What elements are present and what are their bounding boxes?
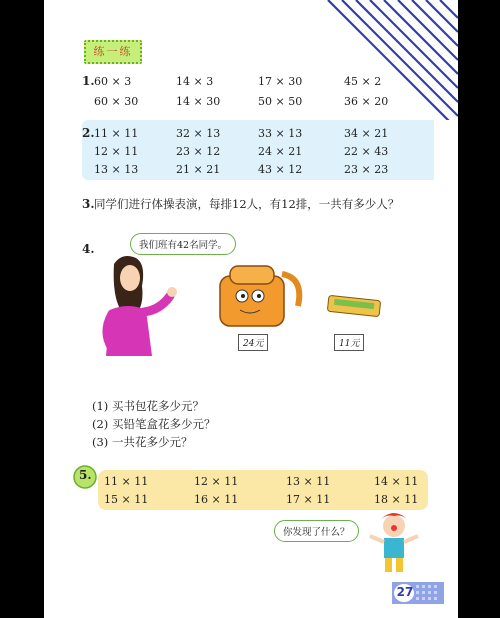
boy-illustration	[364, 508, 424, 578]
q4-number: 4.	[82, 242, 95, 256]
q2-cell: 43 × 12	[258, 163, 303, 176]
q5-speech-bubble: 你发现了什么？	[274, 520, 359, 542]
q1-cell: 60 × 3	[94, 75, 132, 88]
q3-number: 3.	[82, 197, 95, 211]
q1-cell: 14 × 3	[176, 75, 214, 88]
q2-cell: 13 × 13	[94, 163, 139, 176]
q5-cell: 13 × 11	[286, 475, 331, 488]
pencil-case-illustration	[326, 292, 382, 318]
bag-price-tag: 24元	[238, 334, 268, 351]
teacher-illustration	[92, 252, 182, 362]
q4-sub-2: (2) 买铅笔盒花多少元？	[92, 417, 216, 431]
q5-cell: 11 × 11	[104, 475, 149, 488]
q5-cell: 16 × 11	[194, 493, 239, 506]
q1-cell: 45 × 2	[344, 75, 382, 88]
q3-text: 同学们进行体操表演，每排12人，有12排，一共有多少人？	[94, 197, 400, 211]
q5-cell: 15 × 11	[104, 493, 149, 506]
q2-number: 2.	[82, 126, 95, 140]
schoolbag-illustration	[212, 262, 308, 332]
q1-number: 1.	[82, 74, 95, 88]
q4-speech-bubble: 我们班有42名同学。	[130, 233, 236, 255]
q2-cell: 24 × 21	[258, 145, 303, 158]
q2-cell: 11 × 11	[94, 127, 139, 140]
pencilcase-price-tag: 11元	[334, 334, 364, 351]
q2-cell: 22 × 43	[344, 145, 389, 158]
q2-cell: 34 × 21	[344, 127, 389, 140]
q1-cell: 36 × 20	[344, 95, 389, 108]
q4-sub-1: (1) 买书包花多少元？	[92, 399, 204, 413]
q5-cell: 18 × 11	[374, 493, 419, 506]
q5-cell: 12 × 11	[194, 475, 239, 488]
q2-cell: 12 × 11	[94, 145, 139, 158]
q2-cell: 32 × 13	[176, 127, 221, 140]
q4-sub-3: (3) 一共花多少元？	[92, 435, 193, 449]
q2-cell: 23 × 12	[176, 145, 221, 158]
q2-cell: 23 × 23	[344, 163, 389, 176]
q1-cell: 60 × 30	[94, 95, 139, 108]
q5-cell: 14 × 11	[374, 475, 419, 488]
page-number: 27	[396, 585, 414, 599]
page-number-box	[392, 582, 444, 604]
practice-badge: 练一练	[84, 40, 142, 64]
q5-number: 5.	[79, 468, 92, 482]
q1-cell: 14 × 30	[176, 95, 221, 108]
q1-cell: 17 × 30	[258, 75, 303, 88]
q2-cell: 33 × 13	[258, 127, 303, 140]
textbook-page	[44, 0, 458, 618]
q1-cell: 50 × 50	[258, 95, 303, 108]
q2-cell: 21 × 21	[176, 163, 221, 176]
q5-cell: 17 × 11	[286, 493, 331, 506]
